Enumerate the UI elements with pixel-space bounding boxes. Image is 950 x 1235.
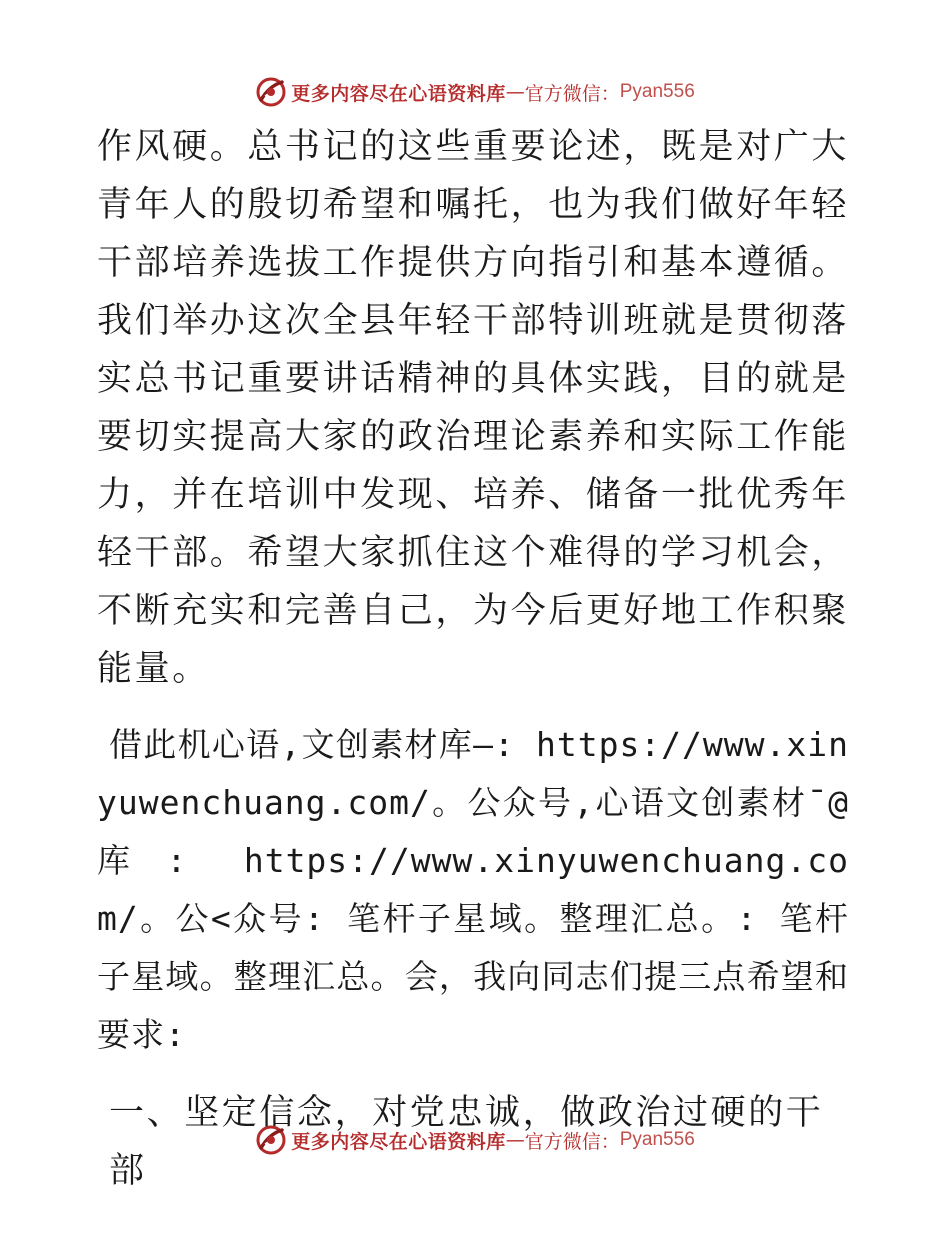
body-paragraph-2 [97, 716, 849, 1064]
header-brand-text: 更多内容尽在心语资料库 [291, 82, 506, 105]
pen-swirl-logo-icon [255, 1124, 287, 1156]
body-paragraph-1: 作风硬。总书记的这些重要论述，既是对广大青年人的殷切希望和嘱托，也为我们做好年轻干部培养选拔工作提供方向指引和基本遵循。我们举办这次全县年轻干部特训班就是贯彻落实总书记重要讲话精神的具体实践，目的就是要切实提高大家的政治理论素养和实际工作能力，并在培训中发现、培养、储备一批优秀年轻干部。希望大家抓住这个难得的学习机会，不断充实和完善自己，为今后更好地工作积聚能量。 [97, 127, 850, 689]
header-dash: — [505, 81, 525, 103]
document-body [97, 118, 857, 1235]
header-wechat-label: 官方微信： [524, 82, 620, 105]
footer-wechat-label: 官方微信： [524, 1130, 620, 1153]
footer-dash: — [505, 1129, 525, 1151]
pen-swirl-logo-icon [255, 76, 287, 108]
footer-brand-text: 更多内容尽在心语资料库 [291, 1130, 506, 1153]
footer-banner [0, 1120, 950, 1160]
body-paragraph-2-text: 借此机心语,文创素材库—: https://www.xinyuwenchuang.com/。公众号,心语文创素材¯@库: https://www.xinyuwenchuang.com/。公<众号: 笔杆子星域。整理汇总。: 笔杆子星域。整理汇总。会，我向同志们提三点希望和要求: [97, 725, 849, 1054]
header-banner [0, 72, 950, 112]
header-wechat-id: Pyan556 [619, 81, 695, 102]
section-heading-1: 一、坚定信念，对党忠诚，做政治过硬的干部 [109, 1093, 824, 1191]
footer-wechat-id: Pyan556 [619, 1129, 695, 1150]
